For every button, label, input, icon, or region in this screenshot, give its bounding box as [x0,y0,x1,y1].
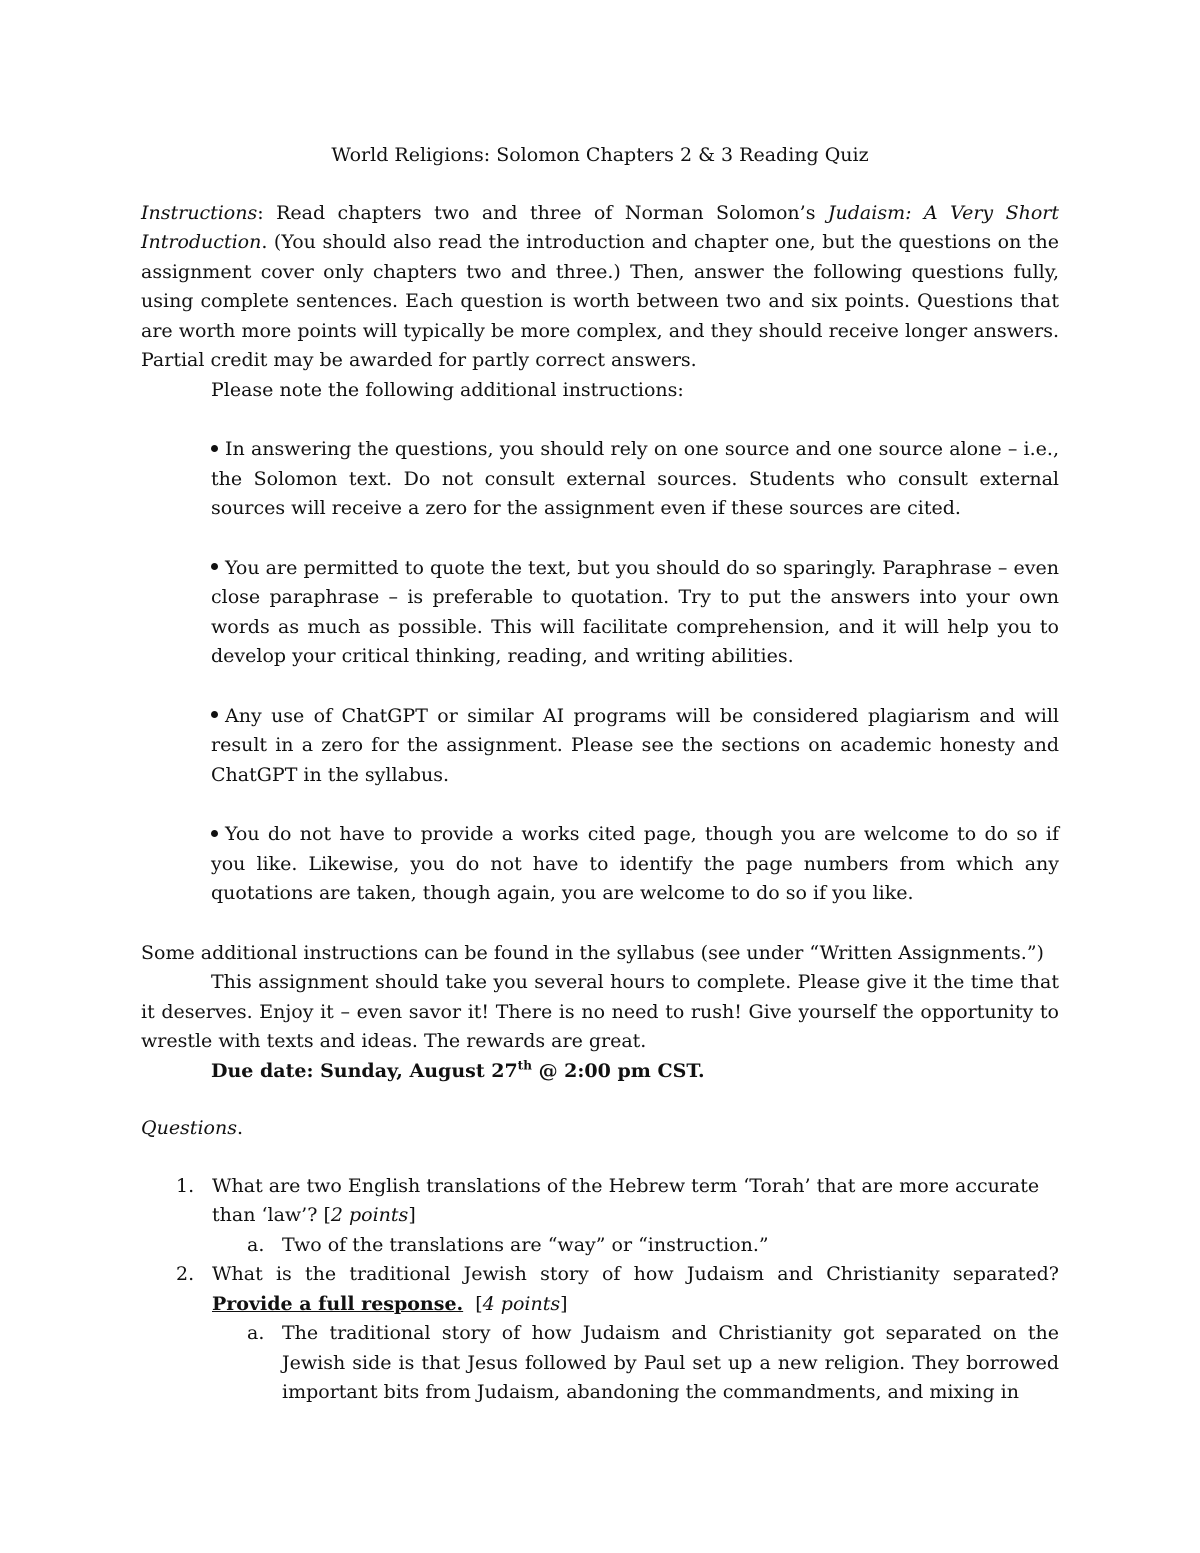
question-text-body: What is the traditional Jewish story of how Judaism and Christianity separated? [212,1263,1059,1285]
question-points-close: ] [560,1292,568,1315]
questions-heading-punct: . [236,1117,243,1139]
answer-text: Two of the translations are “way” or “instruction.” [282,1233,769,1256]
question-emphasis: Provide a full response. [212,1292,464,1315]
bullet-item [211,554,1059,672]
question-points-close: ] [408,1204,416,1226]
page-title: World Religions: Solomon Chapters 2 & 3 Reading Quiz [331,144,869,166]
answer-label: a. [247,1233,265,1256]
answer-text: The traditional story of how Judaism and Christianity got separated on the Jewish side is that Jesus followed by Paul set up a new religion. They borrowed important bits from Judaism, abandoning the commandments, and mixing in [282,1322,1059,1403]
instructions-paragraph [141,199,1059,376]
bullet-item [211,435,1059,524]
instruction-bullets [211,435,1059,909]
question-item [141,1172,1059,1261]
question-text [212,1260,1059,1319]
due-date-prefix: Due date: Sunday, August 27 [211,1059,518,1082]
additional-instructions-note: Please note the following additional instructions: [211,378,684,401]
due-date-sup: th [517,1058,532,1073]
bullet-dot-icon [211,445,218,452]
bullet-dot-icon [211,563,218,570]
time-note: This assignment should take you several hours to complete. Please give it the time that it deserves. Enjoy it – even savor it! There is no need to rush! Give yourself the opportunity to wrestle with texts and ideas. The rewards are great. [141,971,1059,1052]
bullet-text: You do not have to provide a works cited page, though you are welcome to do so if you like. Likewise, you do not have to identify the page numbers from which any quotations are taken, though again, you are welcome to do so if you like. [211,823,1059,904]
instructions-label: Instructions [141,201,258,224]
bullet-text: Any use of ChatGPT or similar AI programs will be considered plagiarism and will result in a zero for the assignment. Please see the sections on academic honesty and ChatGPT in the syllabus. [211,704,1059,786]
answer-item [212,1319,1059,1408]
question-points-open: [ [463,1292,483,1315]
answer-label: a. [247,1322,265,1344]
document-content [141,141,1059,1408]
question-text-body: What are two English translations of the Hebrew term ‘Torah’ that are more accurate than ‘law’? [ [212,1174,1040,1226]
due-date-suffix: @ 2:00 pm CST. [531,1059,705,1082]
bullet-item [211,820,1059,909]
syllabus-note: Some additional instructions can be found in the syllabus (see under “Written Assignments.”) [141,941,1044,964]
question-points: 2 points [330,1204,409,1226]
book-title: Judaism: A Very Short Introduction [141,201,1059,253]
question-number: 1. [176,1174,195,1197]
question-list [141,1172,1059,1408]
due-date [211,1057,1059,1087]
bullet-item [211,702,1059,791]
questions-heading [141,1114,1059,1144]
bullet-dot-icon [211,830,218,837]
instructions-body: . (You should also read the introduction and chapter one, but the questions on the assignment cover only chapters two and three.) Then, answer the following questions fully, using complete sentences. Each question is worth between two and six points. Questions that are worth more points will typically be more complex, and they should receive longer answers. Partial credit may be awarded for partly correct answers. [141,231,1059,371]
answer-item [212,1231,1059,1261]
bullet-text: You are permitted to quote the text, but you should do so sparingly. Paraphrase – even close paraphrase – is preferable to quotation. Try to put the answers into your own words as much as possible. This will facilitate comprehension, and it will help you to develop your critical thinking, reading, and writing abilities. [211,556,1059,667]
question-text [212,1172,1059,1231]
question-points: 4 points [482,1292,561,1315]
question-number: 2. [176,1263,195,1285]
question-item [141,1260,1059,1408]
bullet-text: In answering the questions, you should rely on one source and one source alone – i.e., the Solomon text. Do not consult external sources. Students who consult external sources will receive a zero for the assignment even if these sources are cited. [211,438,1059,519]
bullet-dot-icon [211,711,218,718]
questions-heading-text: Questions [141,1117,237,1139]
instructions-lead: : Read chapters two and three of Norman Solomon’s [257,201,828,224]
